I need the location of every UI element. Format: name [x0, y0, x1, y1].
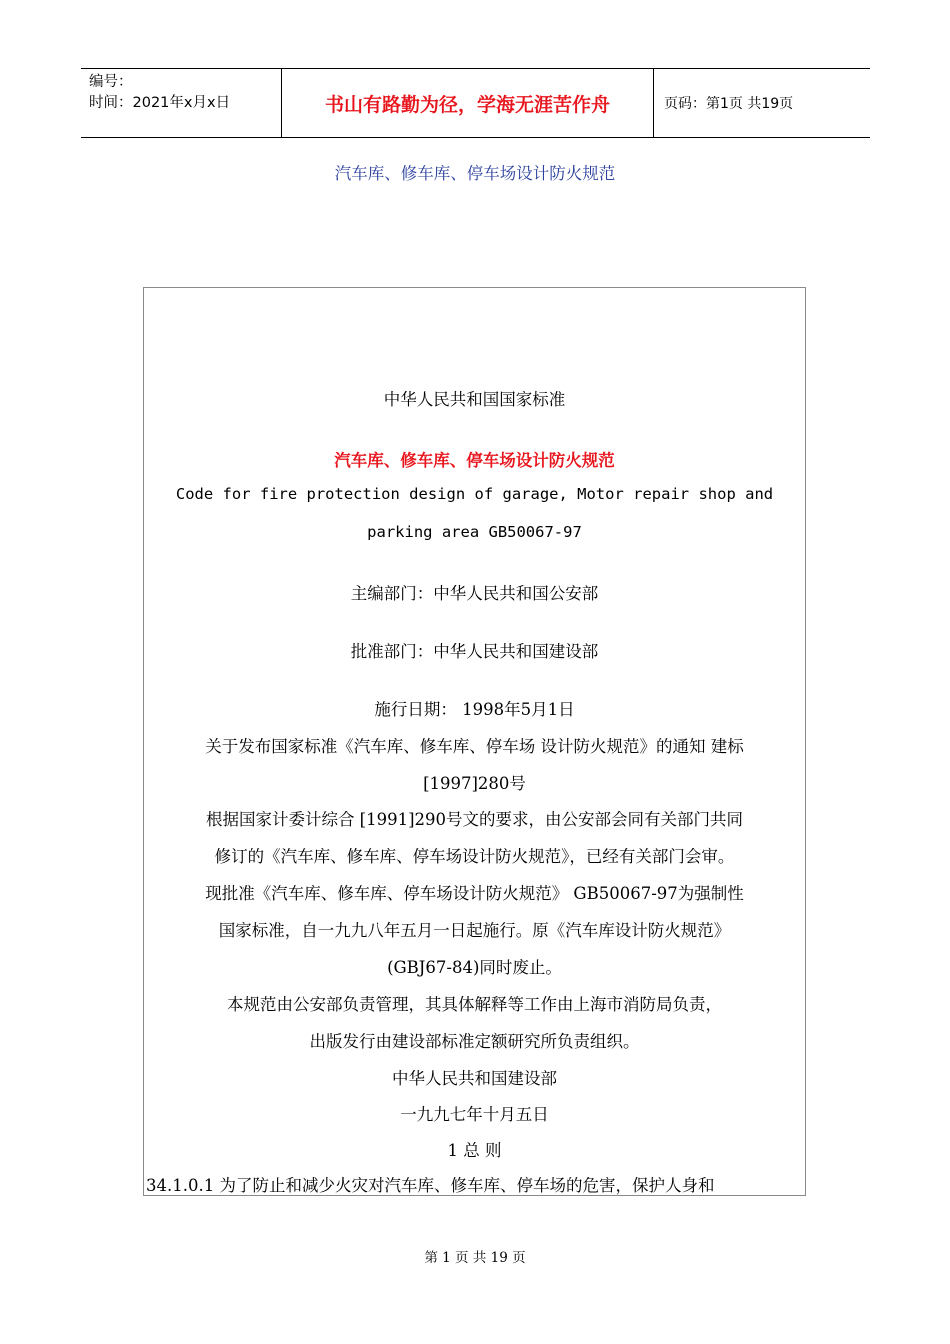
- number-label: 编号：: [89, 74, 133, 90]
- clause-text: 34.1.0.1 为了防止和减少火灾对汽车库、修车库、停车场的危害，保护人身和: [146, 1176, 715, 1195]
- paragraph-2-line-1: 本规范由公安部负责管理，其具体解释等工作由上海市消防局负责，: [227, 995, 722, 1014]
- time-label: 时间：2021年x月x日: [89, 95, 231, 111]
- header-meta-cell: [81, 69, 282, 137]
- editor-department: 主编部门：中华人民共和国公安部: [350, 584, 599, 603]
- paragraph-1-line-4: 国家标准，自一九九八年五月一日起施行。原《汽车库设计防火规范》: [218, 921, 731, 940]
- national-standard-label: 中华人民共和国国家标准: [383, 390, 566, 409]
- notice-title-line-1: 关于发布国家标准《汽车库、修车库、停车场 设计防火规范》的通知 建标: [205, 737, 744, 756]
- page-footer: 第 1 页 共 19 页: [424, 1250, 526, 1266]
- notice-title-line-2: [1997]280号: [423, 774, 526, 793]
- english-title-line-2: parking area GB50067-97: [367, 523, 582, 541]
- header-motto: 书山有路勤为径，学海无涯苦作舟: [282, 69, 654, 137]
- paragraph-1-line-2: 修订的《汽车库、修车库、停车场设计防火规范》，已经有关部门会审。: [214, 847, 735, 866]
- page-header: [81, 68, 870, 138]
- paragraph-1-line-3: 现批准《汽车库、修车库、停车场设计防火规范》 GB50067-97为强制性: [205, 884, 744, 903]
- chapter-heading: 1 总 则: [447, 1141, 502, 1160]
- issue-date: 一九九七年十月五日: [400, 1105, 549, 1124]
- issuer: 中华人民共和国建设部: [392, 1069, 557, 1088]
- content-frame: [143, 287, 806, 1196]
- paragraph-2-line-2: 出版发行由建设部标准定额研究所负责组织。: [309, 1032, 640, 1051]
- paragraph-1-line-5: (GBJ67-84)同时废止。: [387, 958, 562, 977]
- paragraph-1-line-1: 根据国家计委计综合 [1991]290号文的要求，由公安部会同有关部门共同: [205, 810, 744, 829]
- approval-department: 批准部门：中华人民共和国建设部: [350, 642, 599, 661]
- document-title: 汽车库、修车库、停车场设计防火规范: [334, 164, 616, 183]
- english-title-line-1: Code for fire protection design of garage, Motor repair shop and: [175, 485, 774, 503]
- header-page-info: 页码：第1页 共19页: [664, 96, 794, 112]
- standard-title: 汽车库、修车库、停车场设计防火规范: [334, 451, 615, 470]
- effective-date: 施行日期： 1998年5月1日: [374, 700, 575, 719]
